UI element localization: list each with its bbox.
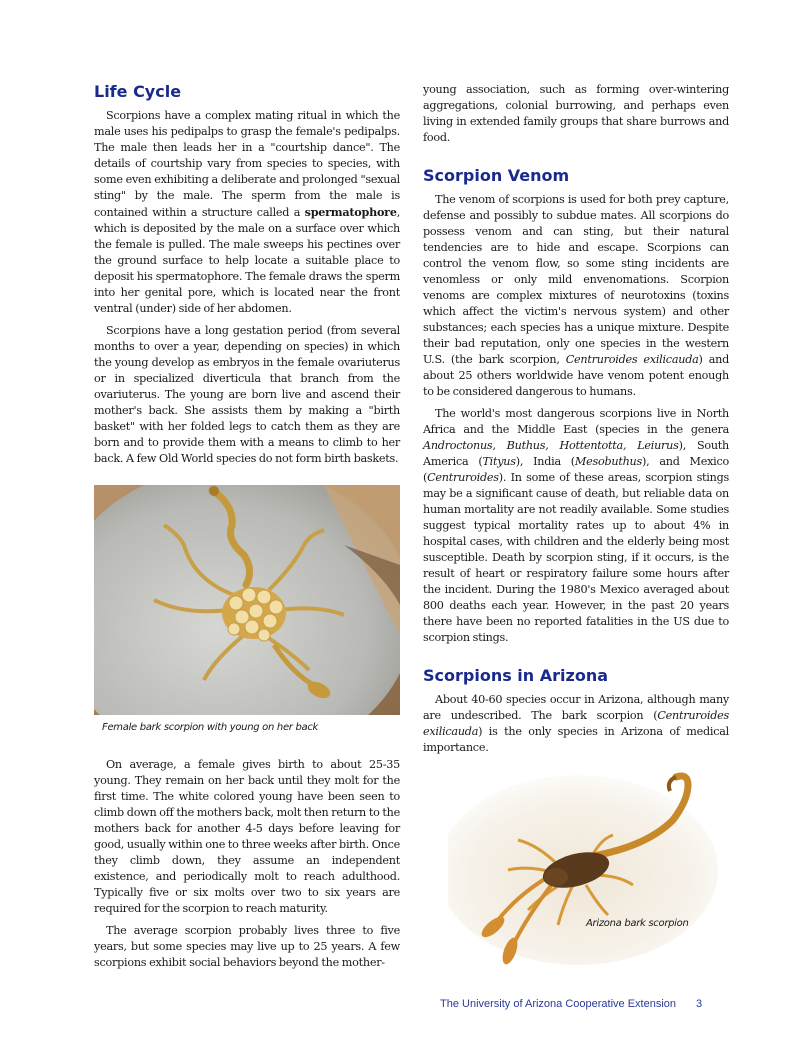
female-scorpion-photo bbox=[94, 485, 400, 715]
female-scorpion-caption: Female bark scorpion with young on her back bbox=[102, 722, 319, 733]
arizona-bark-scorpion-caption: Arizona bark scorpion bbox=[586, 918, 689, 929]
arizona-bark-scorpion-photo bbox=[448, 765, 748, 965]
left-column bbox=[94, 82, 400, 977]
page-number: 3 bbox=[696, 998, 703, 1010]
right-column bbox=[423, 82, 729, 762]
venom-paragraph-2: The world's most dangerous scorpions live in North Africa and the Middle East (species in the genera Androctonus, Buthus, Hottentotta, Leiurus), South America (Tityus), India (Mesobuthus), and Mexico (Centruroides). In some of these areas, scorpion stings may be a significant cause of death, but reliable data on human mortality are not readily available. Some studies suggest typical mortality rates up to about 4% in hospital cases, with children and the elderly being most susceptible. Death by scorpion sting, if it occurs, is the result of heart or respiratory failure some hours after the incident. During the 1980's Mexico averaged about 800 deaths each year. However, in the past 20 years there have been no reported fatalities in the US due to scorpion stings. bbox=[423, 407, 729, 644]
life-cycle-paragraph-2: Scorpions have a long gestation period (from several months to over a year, depending on species) in which the young develop as embryos in the female ovariuterus or in specialized diverticula that branch from the ovariuterus. The young are born live and ascend their mother's back. She assists them by making a "birth basket" with her folded legs to catch them as they are born and to provide them with a means to climb to her back. A few Old World species do not form birth baskets. bbox=[94, 324, 400, 465]
venom-paragraph-1: The venom of scorpions is used for both prey capture, defense and possibly to subdue mates. All scorpions do possess venom and can sting, but their natural tendencies are to hide and escape. Scorpions can control the venom flow, so some sting incidents are venomless or only mild envenomations. Scorpion venoms are complex mixtures of neurotoxins (toxins which affect the victim's nervous system) and other substances; each species has a unique mixture. Despite their bad reputation, only one species in the western U.S. (the bark scorpion, Centruroides exilicauda) and about 25 others worldwide have venom potent enough to be considered dangerous to humans. bbox=[423, 193, 729, 398]
life-cycle-heading: Life Cycle bbox=[94, 82, 182, 101]
life-cycle-paragraph-3: On average, a female gives birth to about 25-35 young. They remain on her back until they molt for the first time. The white colored young have been seen to climb down off the mothers back, molt then return to the mothers back for another 4-5 days before leaving for good, usually within one to three weeks after birth. Once they climb down, they assume an independent existence, and periodically molt to reach adulthood. Typically five or six molts over two to six years are required for the scorpion to reach maturity. bbox=[94, 758, 400, 915]
spermatophore-term: spermatophore bbox=[304, 205, 397, 219]
page-footer bbox=[440, 998, 702, 1010]
scorpion-venom-heading: Scorpion Venom bbox=[423, 166, 570, 185]
arizona-paragraph-1: About 40-60 species occur in Arizona, although many are undescribed. The bark scorpion (Centruroides exilicauda) is the only species in Arizona of medical importance. bbox=[423, 693, 729, 754]
scorpions-in-arizona-heading: Scorpions in Arizona bbox=[423, 666, 608, 685]
life-cycle-paragraph-1: Scorpions have a complex mating ritual in which the male uses his pedipalps to grasp the female's pedipalps. The male then leads her in a "courtship dance". The details of courtship vary from species to species, with some even exhibiting a deliberate and prolonged "sexual sting" by the male. The sperm from the male is contained within a structure called a spermatophore, which is deposited by the male on a surface over which the female is pulled. The male sweeps his pectines over the ground surface to help locate a suitable place to deposit his spermatophore. The female draws the sperm into her genital pore, which is located near the front ventral (under) side of her abdomen. bbox=[94, 109, 400, 315]
life-cycle-paragraph-4-continued: young association, such as forming over-wintering aggregations, colonial burrowing, and perhaps even living in extended family groups that share burrows and food. bbox=[423, 83, 729, 144]
life-cycle-paragraph-4: The average scorpion probably lives three to five years, but some species may live up to 25 years. A few scorpions exhibit social behaviors beyond the mother- bbox=[94, 924, 400, 969]
footer-publisher: The University of Arizona Cooperative Extension bbox=[440, 998, 677, 1010]
